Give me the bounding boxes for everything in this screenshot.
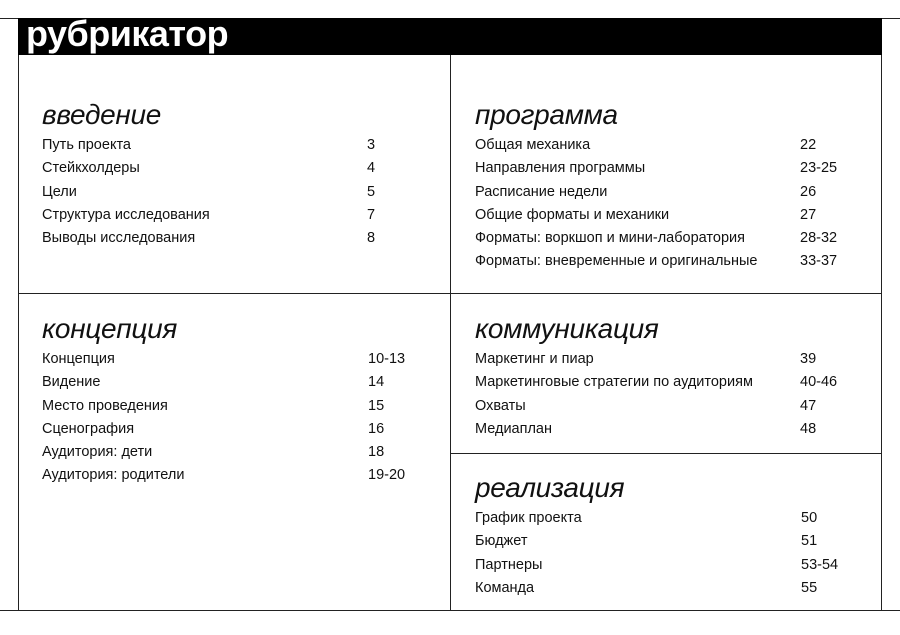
toc-entry-label: Стейкхолдеры xyxy=(42,160,140,177)
page-title: рубрикатор xyxy=(26,13,229,54)
toc-entry-label: Аудитория: дети xyxy=(42,444,153,461)
toc-list xyxy=(475,348,838,441)
toc-entry-label: Команда xyxy=(475,579,535,596)
section-realizaciya xyxy=(475,472,839,600)
toc-entry[interactable] xyxy=(475,227,838,250)
toc-list xyxy=(42,348,406,488)
toc-entry-label: Маркетинговые стратегии по аудиториям xyxy=(475,374,753,391)
toc-entry-page-number: 50 xyxy=(801,510,818,526)
toc-entry[interactable] xyxy=(42,441,385,464)
toc-entry-page-number: 39 xyxy=(800,351,817,367)
toc-entry-page-number: 16 xyxy=(368,420,385,437)
toc-entry[interactable] xyxy=(475,530,818,553)
toc-entry[interactable] xyxy=(475,157,838,180)
toc-entry[interactable] xyxy=(475,577,818,600)
toc-entry-page-number: 28-32 xyxy=(800,230,838,247)
toc-entry-label: Структура исследования xyxy=(42,206,210,223)
middle-rule xyxy=(18,293,882,294)
toc-entry-label: Медиаплан xyxy=(475,420,552,437)
toc-entry[interactable] xyxy=(42,134,376,157)
section-title: программа xyxy=(475,99,618,130)
toc-entry-label: График проекта xyxy=(475,510,582,526)
toc-entry[interactable] xyxy=(475,554,839,577)
toc-entry-label: Форматы: воркшоп и мини-лаборатория xyxy=(475,230,745,247)
toc-entry[interactable] xyxy=(475,181,817,204)
toc-entry-label: Общие форматы и механики xyxy=(475,206,670,223)
toc-entry-label: Сценография xyxy=(42,420,135,437)
toc-entry-page-number: 53-54 xyxy=(801,556,839,573)
toc-entry-page-number: 40-46 xyxy=(800,374,838,391)
toc-entry-label: Выводы исследования xyxy=(42,230,196,247)
toc-entry-label: Расписание недели xyxy=(475,183,608,200)
toc-entry-page-number: 27 xyxy=(800,206,817,223)
toc-entry-label: Концепция xyxy=(42,351,115,367)
toc-entry[interactable] xyxy=(475,395,817,418)
section-programma xyxy=(475,99,838,274)
toc-entry-label: Место проведения xyxy=(42,397,168,414)
toc-entry[interactable] xyxy=(475,418,817,441)
toc-entry[interactable] xyxy=(42,157,376,180)
toc-entry-label: Общая механика xyxy=(475,137,591,153)
toc-entry-page-number: 51 xyxy=(801,533,818,550)
toc-entry-page-number: 47 xyxy=(800,397,817,414)
toc-entry-page-number: 22 xyxy=(800,137,817,153)
toc-entry-page-number: 26 xyxy=(800,183,817,200)
section-koncepciya xyxy=(42,313,406,488)
toc-entry-page-number: 7 xyxy=(367,206,376,223)
toc-entry[interactable] xyxy=(475,250,838,273)
right-sub-rule xyxy=(450,453,882,454)
section-kommunikaciya xyxy=(475,313,838,441)
toc-entry-label: Аудитория: родители xyxy=(42,467,185,484)
section-title: введение xyxy=(42,99,162,130)
toc-entry[interactable] xyxy=(475,204,817,227)
toc-entry-label: Охваты xyxy=(475,397,526,414)
section-title: коммуникация xyxy=(475,313,659,344)
toc-list xyxy=(475,134,838,274)
toc-list xyxy=(42,134,376,250)
toc-entry-page-number: 55 xyxy=(801,579,818,596)
toc-list xyxy=(475,507,839,600)
toc-entry[interactable] xyxy=(42,395,385,418)
toc-entry-label: Видение xyxy=(42,374,101,391)
toc-entry-label: Цели xyxy=(42,183,77,200)
toc-entry-page-number: 15 xyxy=(368,397,385,414)
toc-entry-page-number: 33-37 xyxy=(800,253,838,270)
toc-entry-page-number: 18 xyxy=(368,444,385,461)
toc-entry-page-number: 14 xyxy=(368,374,385,391)
toc-entry-page-number: 5 xyxy=(367,183,376,200)
bottom-rule xyxy=(0,610,900,611)
toc-entry[interactable] xyxy=(42,464,406,487)
outer-left-border xyxy=(18,18,19,611)
toc-entry-page-number: 8 xyxy=(367,230,376,247)
toc-entry[interactable] xyxy=(475,371,838,394)
toc-entry-label: Форматы: вневременные и оригинальные xyxy=(475,253,758,270)
toc-entry-page-number: 3 xyxy=(367,137,376,153)
toc-entry[interactable] xyxy=(42,418,385,441)
toc-entry[interactable] xyxy=(475,507,818,530)
toc-entry-page-number: 48 xyxy=(800,420,817,437)
toc-entry-label: Партнеры xyxy=(475,556,543,573)
toc-entry-page-number: 23-25 xyxy=(800,160,838,177)
section-title: реализация xyxy=(475,472,625,503)
toc-entry[interactable] xyxy=(475,348,817,371)
section-title: концепция xyxy=(42,313,178,344)
toc-entry-page-number: 10-13 xyxy=(368,351,406,367)
section-vvedenie xyxy=(42,99,376,250)
toc-entry-page-number: 19-20 xyxy=(368,467,406,484)
center-divider xyxy=(450,55,451,611)
toc-entry-page-number: 4 xyxy=(367,160,376,177)
toc-entry-label: Бюджет xyxy=(475,533,528,550)
toc-entry[interactable] xyxy=(42,204,376,227)
toc-entry[interactable] xyxy=(475,134,817,157)
toc-entry[interactable] xyxy=(42,371,385,394)
title-bar xyxy=(18,13,882,55)
toc-entry-label: Маркетинг и пиар xyxy=(475,351,594,367)
toc-entry[interactable] xyxy=(42,227,376,250)
toc-entry-label: Путь проекта xyxy=(42,137,131,153)
outer-right-border xyxy=(881,18,882,611)
toc-entry[interactable] xyxy=(42,181,376,204)
toc-entry[interactable] xyxy=(42,348,406,371)
toc-entry-label: Направления программы xyxy=(475,160,646,177)
